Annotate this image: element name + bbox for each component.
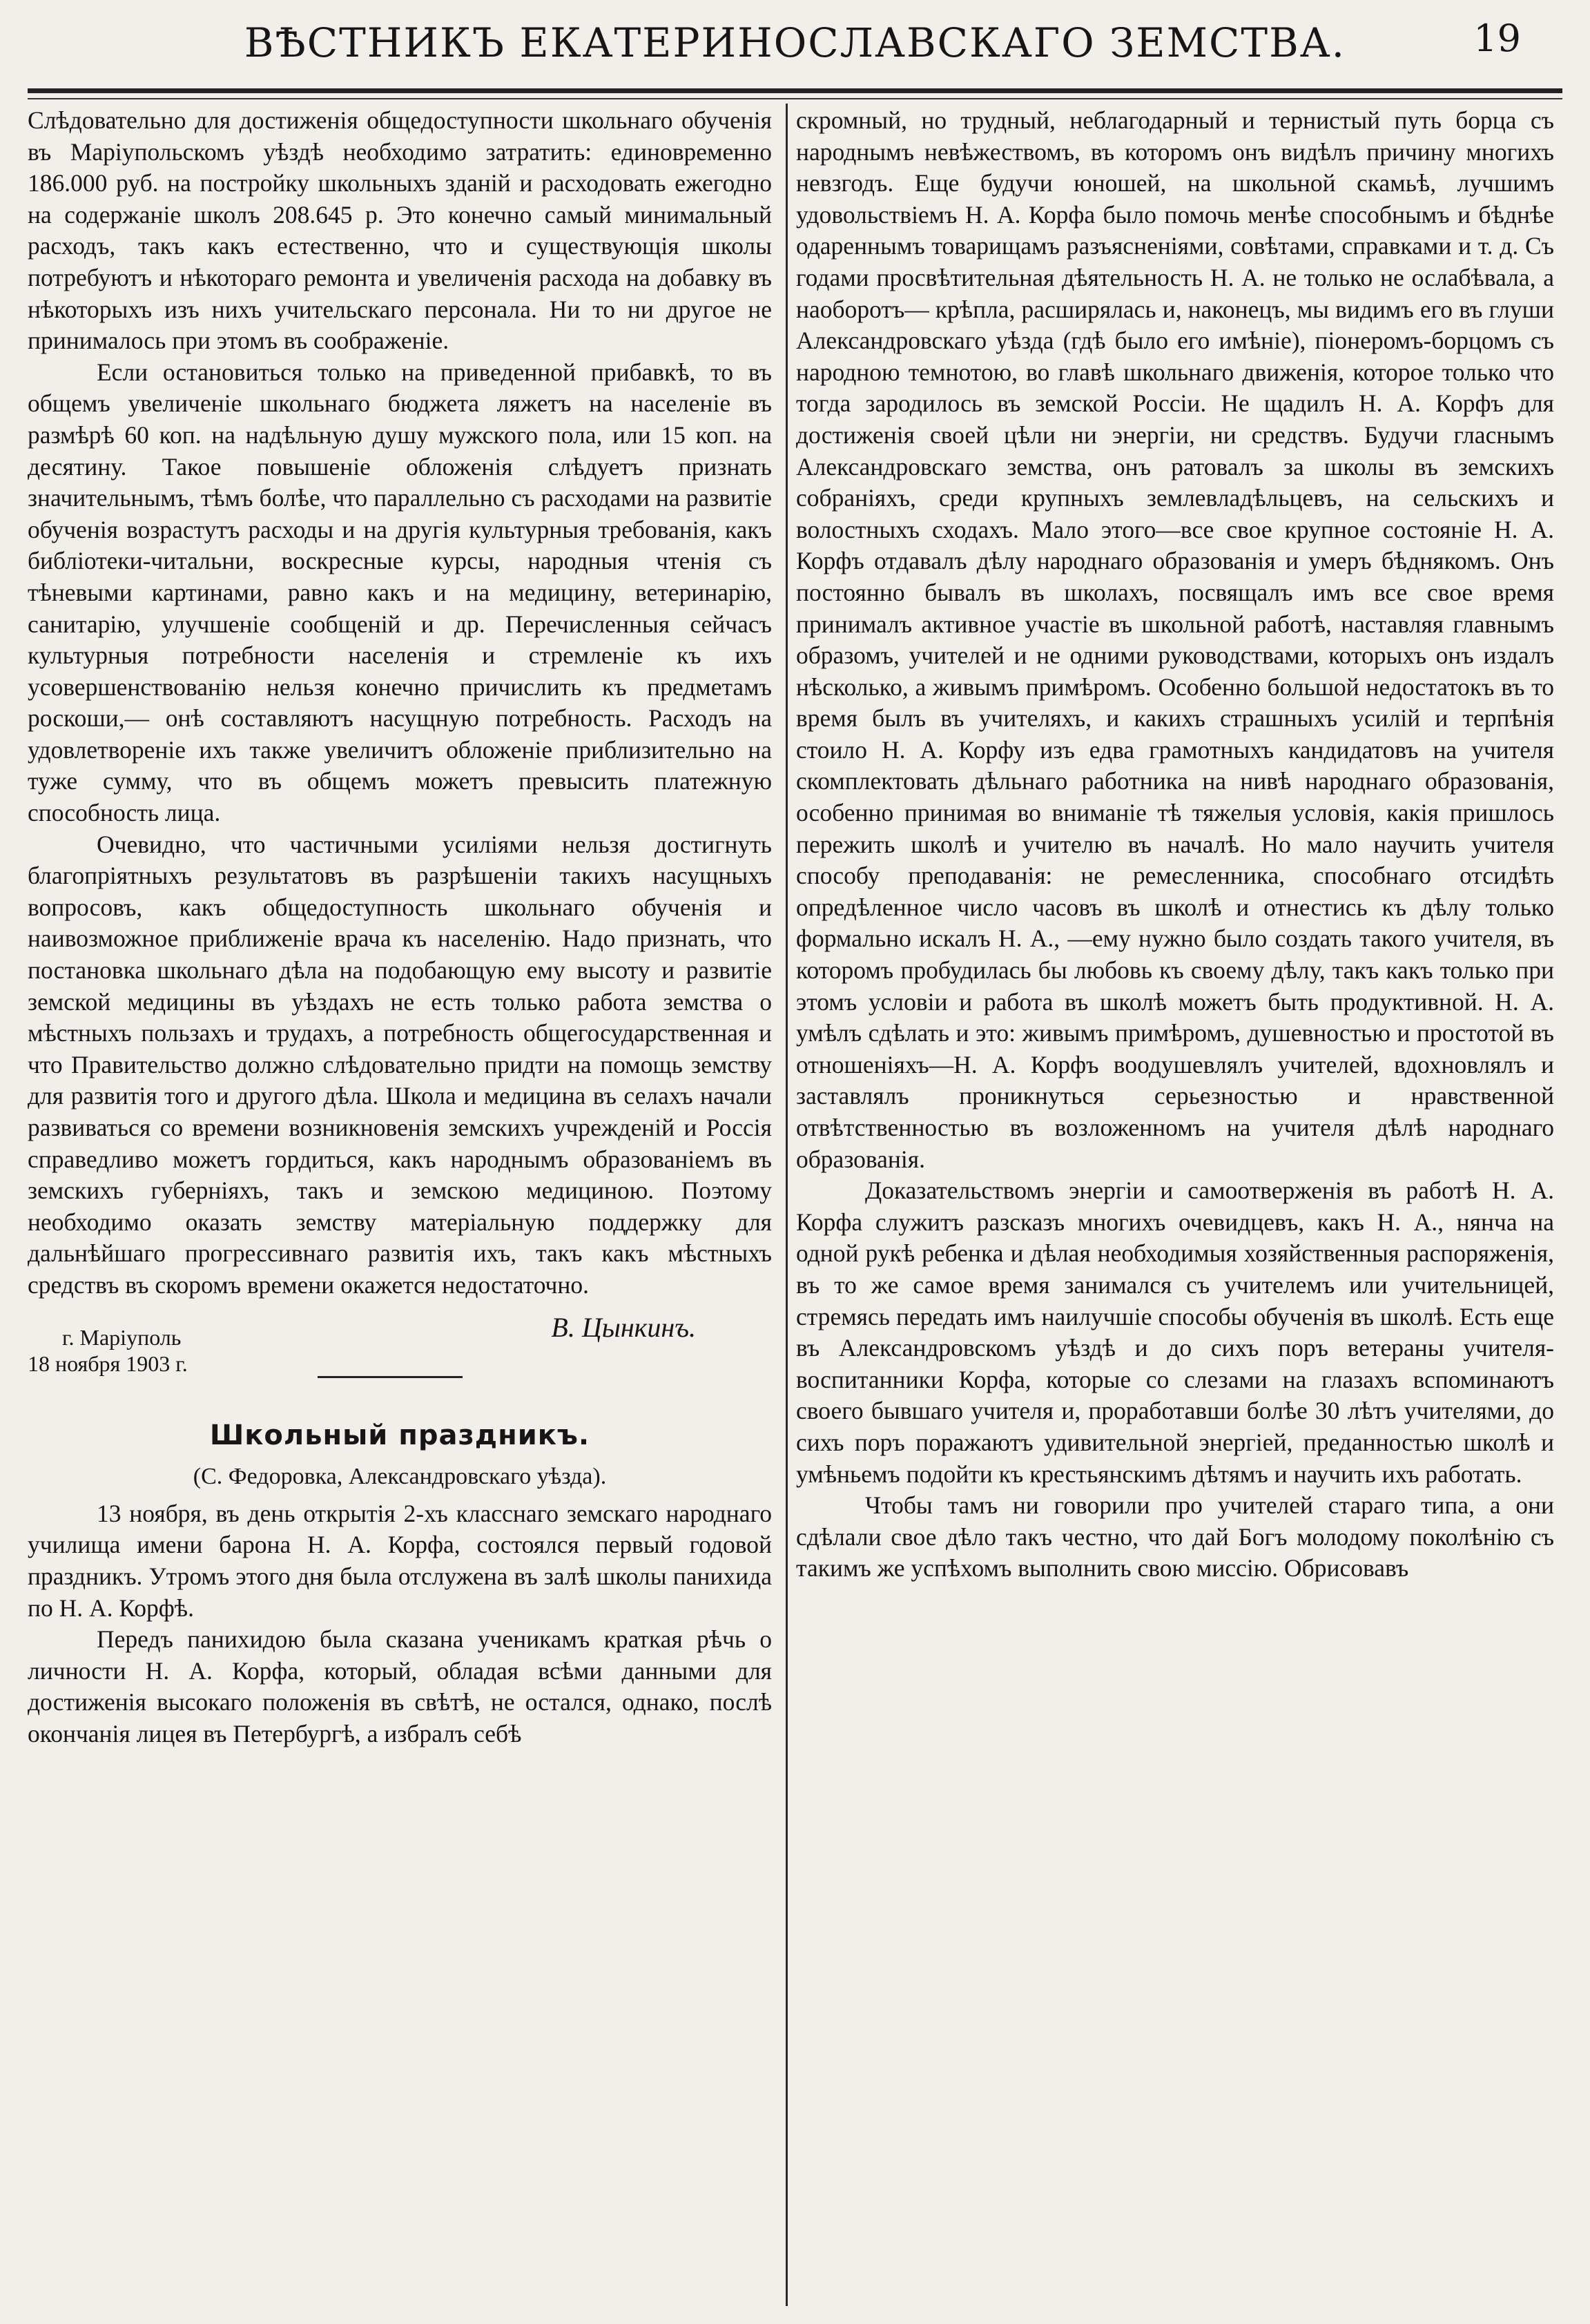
- masthead: [28, 7, 1562, 90]
- paragraph: скромный, но трудный, неблагодарный и тернистый путь борца съ народнымъ невѣжествомъ, въ которомъ онъ видѣлъ причину многихъ невзгодъ. Еще будучи юношей, на школьной скамьѣ, лучшимъ удовольствіемъ Н. А. Корфа было помочь менѣе способнымъ и бѣднѣе одареннымъ товарищамъ разъясненіями, совѣтами, справками и т. д. Съ годами просвѣтительная дѣятельность Н. А. не только не ослабѣвала, а наоборотъ— крѣпла, расширялась и, наконецъ, мы видимъ его въ глуши Александровскаго уѣзда (гдѣ было его имѣніе), піонеромъ-борцомъ съ народною темнотою, во главѣ школьнаго движенія, которое только что тогда зародилось въ земской Россіи. Не щадилъ Н. А. Корфъ для достиженія своей цѣли ни энергіи, ни средствъ. Будучи гласнымъ Александровскаго земства, онъ ратовалъ за школы въ земскихъ собраніяхъ, среди крупныхъ землевладѣльцевъ, на сельскихъ и волостныхъ сходахъ. Мало этого—все свое крупное состояніе Н. А. Корфъ отдавалъ дѣлу народнаго образованія и умеръ бѣднякомъ. Онъ постоянно бывалъ въ школахъ, посвящалъ имъ все свое время принималъ активное участіе въ школьной работѣ, наставляя главнымъ образомъ, учителей и не одними руководствами, которыхъ онъ издалъ нѣсколько, а живымъ примѣромъ. Особенно большой недостатокъ въ то время былъ въ учителяхъ, и какихъ страшныхъ усилій и терпѣнія стоило Н. А. Корфу изъ едва грамотныхъ кандидатовъ на учителя скомплектовать дѣльнаго работника на нивѣ народнаго образованія, особенно принимая во вниманіе тѣ тяжелыя условія, какія пришлось пережить школѣ и учителю въ началѣ. Но мало научить учителя способу преподаванія: не ремесленника, способнаго отсидѣть опредѣленное число часовъ въ школѣ и отнестись къ дѣлу только формально искалъ Н. А., —ему нужно было создать такого учителя, въ которомъ пробудилась бы любовь къ своему дѣлу, такъ какъ только при этомъ условіи и работа въ школѣ можетъ быть продуктивной. Н. А. умѣлъ сдѣлать и это: живымъ примѣромъ, душевностью и простотой въ отношеніяхъ—Н. А. Корфъ воодушевлялъ учителей, вдохновлялъ и заставлялъ проникнуться серьезностью и нравственной отвѣтственностью въ возложенномъ на учителя дѣлѣ народнаго образованія.: [796, 106, 1554, 1173]
- paragraph: Доказательствомъ энергіи и самоотверженія въ работѣ Н. А. Корфа служитъ разсказъ многихъ очевидцевъ, какъ Н. А., нянча на одной рукѣ ребенка и дѣлая необходимыя хозяйственныя распоряженія, въ то же самое время занимался съ учителемъ или учительницей, стремясь передать имъ наилучшіе способы обученія въ школѣ. Есть еще въ Александровскомъ уѣздѣ и до сихъ поръ ветераны учителя-воспитанники Корфа, которые со слезами на глазахъ вспоминаютъ своего бывшаго учителя и, проработавши болѣе 30 лѣтъ учителями, до сихъ поръ поражаютъ удивительной энергіей, преданностью школѣ и умѣньемъ подойти къ крестьянскимъ дѣтямъ и научить ихъ работать.: [796, 1176, 1554, 1488]
- paragraph: Передъ панихидою была сказана ученикамъ краткая рѣчь о личности Н. А. Корфа, который, обладая всѣми данными для достиженія высокаго положенія въ свѣтѣ, не остался, однако, послѣ окончанія лицея въ Петербургѣ, а избралъ себѣ: [28, 1625, 772, 1747]
- right-column: [796, 105, 1554, 1585]
- column-divider: [786, 104, 788, 2306]
- left-column: [28, 105, 772, 1750]
- page-number: 19: [1473, 17, 1521, 60]
- signoff-author: В. Цынкинъ.: [551, 1311, 696, 1343]
- paragraph: Слѣдовательно для достиженія общедоступности школьнаго обученія въ Маріупольскомъ уѣздѣ необходимо затратить: единовременно 186.000 руб. на постройку школьныхъ зданій и расходовать ежегодно на содержаніе школъ 208.645 р. Это конечно самый минимальный расходъ, такъ какъ естественно, что и существующія школы потребуютъ и нѣкотораго ремонта и увеличенія расхода на добавку въ нѣкоторыхъ изъ нихъ учительскаго персонала. Ни то ни другое не принималось при этомъ въ соображеніе.: [28, 106, 772, 355]
- section-subtitle: (С. Федоровка, Александровскаго уѣзда).: [193, 1464, 607, 1490]
- section-title: Школьный праздникъ.: [209, 1419, 590, 1451]
- article-signoff: [28, 1310, 772, 1386]
- paragraph: Очевидно, что частичными усиліями нельзя достигнуть благопріятныхъ результатовъ въ разрѣшеніи такихъ насущныхъ вопросовъ, какъ общедоступность школьнаго обученія и наивозможное приближеніе врача къ населенію. Надо признать, что постановка школьнаго дѣла на подобающую ему высоту и развитіе земской медицины въ уѣздахъ не есть только работа земства о мѣстныхъ пользахъ и трудахъ, а потребность общегосударственная и что Правительство должно слѣдовательно придти на помощь земству для развитія того и другого дѣла. Школа и медицина въ селахъ начали развиваться со времени возникновенія земскихъ учрежденій и Россія справедливо можетъ гордиться, какъ народнымъ образованіемъ въ земскихъ губерніяхъ, такъ и земскою медициною. Поэтому необходимо оказать земству матеріальную поддержку для дальнѣйшаго прогрессивнаго развитія ихъ, такъ какъ мѣстныхъ средствъ въ скоромъ времени окажется недостаточно.: [28, 830, 772, 1299]
- header-rule-thin: [28, 98, 1562, 99]
- paragraph: 13 ноября, въ день открытія 2-хъ класснаго земскаго народнаго училища имени барона Н. А. Корфа, состоялся первый годовой праздникъ. Утромъ этого дня была отслужена въ залѣ школы панихида по Н. А. Корфѣ.: [28, 1499, 772, 1622]
- paragraph: Чтобы тамъ ни говорили про учителей стараго типа, а они сдѣлали свое дѣло такъ честно, что дай Богъ молодому поколѣнію съ такимъ же успѣхомъ выполнить свою миссію. Обрисовавъ: [796, 1491, 1554, 1582]
- header-rule-thick: [28, 88, 1562, 93]
- signoff-date: 18 ноября 1903 г.: [28, 1350, 188, 1376]
- paragraph: Если остановиться только на приведенной прибавкѣ, то въ общемъ увеличеніе школьнаго бюджета ляжетъ на населеніе въ размѣрѣ 60 коп. на надѣльную душу мужского пола, или 15 коп. на десятину. Такое повышеніе обложенія слѣдуетъ признать значительнымъ, тѣмъ болѣе, что параллельно съ расходами на развитіе обученія возрастутъ расходы и на другія культурныя требованія, какъ библіотеки-читальни, воскресные курсы, народныя чтенія съ тѣневыми картинами, равно какъ и на медицину, ветеринарію, санитарію, улучшеніе сообщеній и др. Перечисленныя сейчасъ культурныя потребности населенія и стремленіе къ ихъ усовершенствованію нельзя конечно причислить къ предметамъ роскоши,— онѣ составляютъ насущную потребность. Расходъ на удовлетвореніе ихъ также увеличитъ обложеніе приблизительно на туже сумму, что въ общемъ можетъ превысить платежную способность лица.: [28, 358, 772, 827]
- publication-title: ВѢСТНИКЪ ЕКАТЕРИНОСЛАВСКАГО ЗЕМСТВА.: [244, 19, 1346, 66]
- signoff-place: г. Маріуполь: [62, 1324, 182, 1350]
- section-separator-rule: [318, 1376, 463, 1378]
